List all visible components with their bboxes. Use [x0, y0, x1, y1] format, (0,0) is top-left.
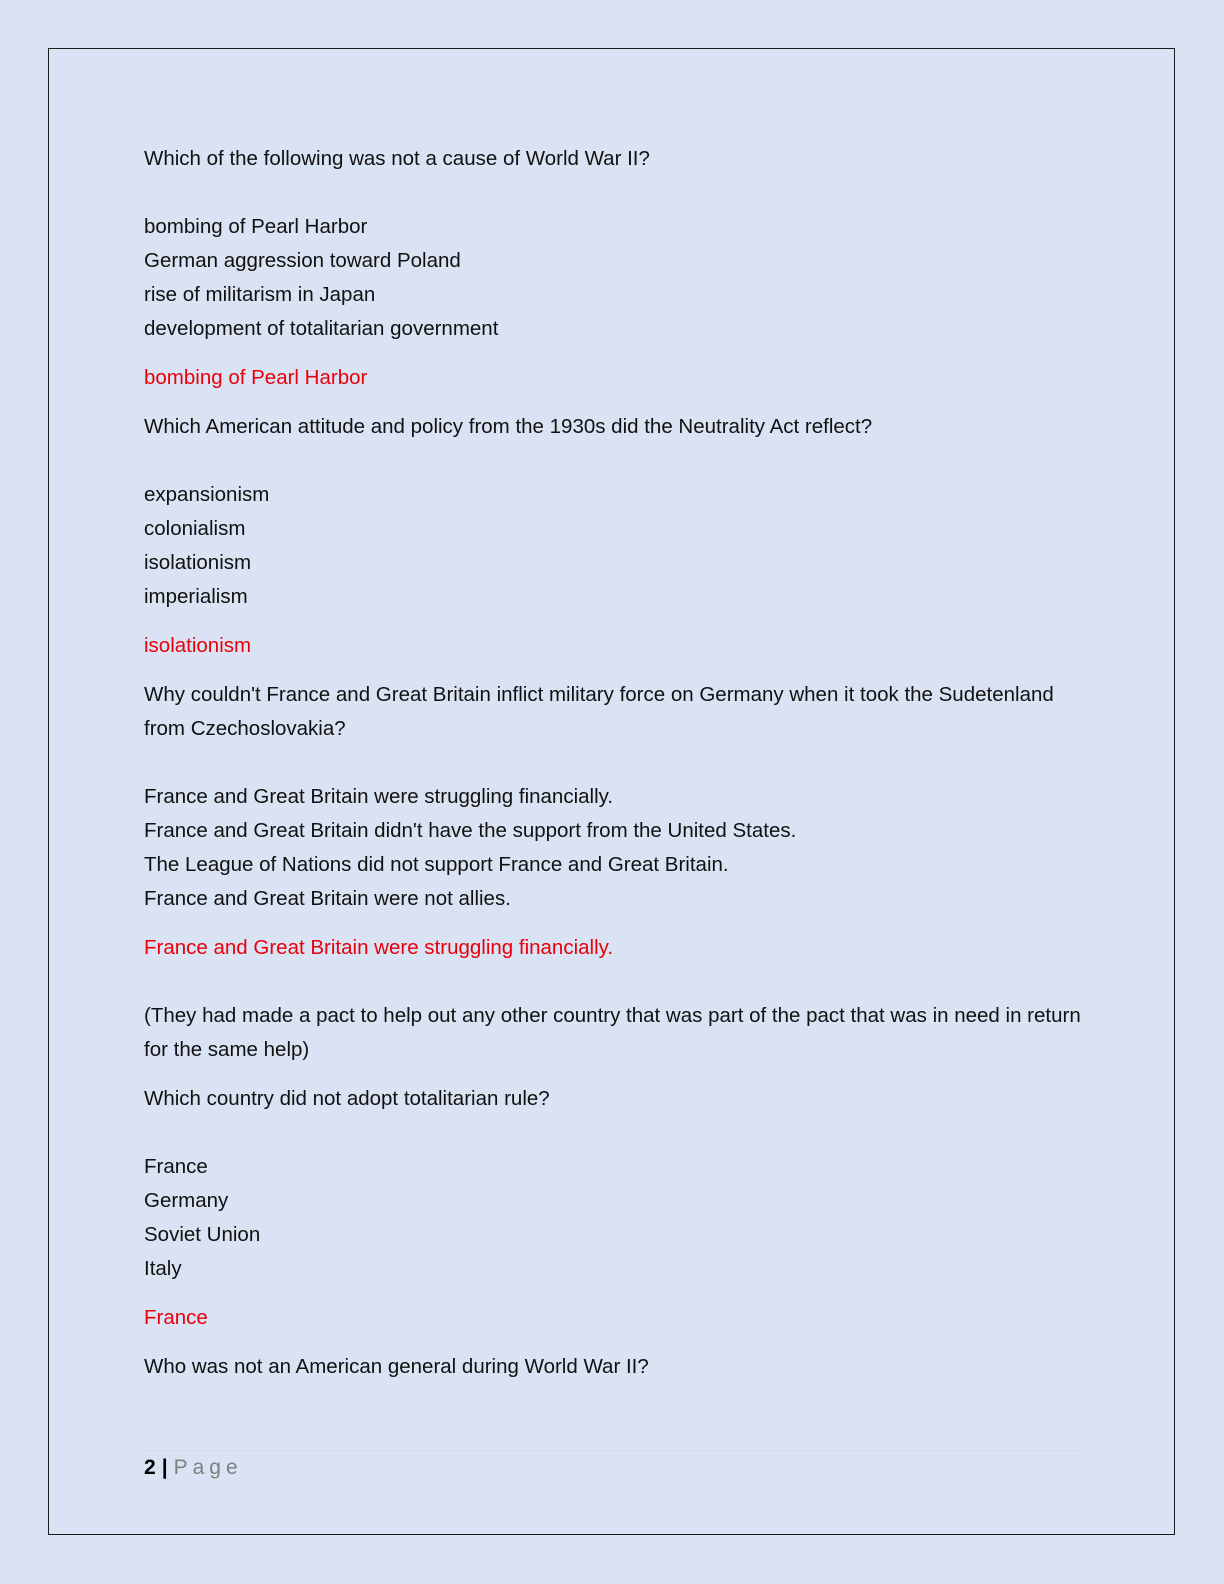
option-item: German aggression toward Poland	[144, 249, 461, 272]
options-list	[144, 1150, 1084, 1286]
question-text: Which American attitude and policy from the 1930s did the Neutrality Act reflect?	[144, 415, 873, 438]
question-block-1	[144, 142, 1084, 395]
option-item: The League of Nations did not support France and Great Britain.	[144, 853, 729, 876]
document-body	[144, 142, 1084, 1384]
option-item: France and Great Britain didn't have the support from the United States.	[144, 819, 797, 842]
option-item: France and Great Britain were struggling financially.	[144, 785, 614, 808]
options-list	[144, 210, 1084, 346]
answer-text: isolationism	[144, 634, 252, 657]
footer-separator: |	[161, 1456, 168, 1479]
question-text: Who was not an American general during World War II?	[144, 1355, 649, 1378]
option-item: Germany	[144, 1189, 229, 1212]
option-item: Soviet Union	[144, 1223, 261, 1246]
question-block-3	[144, 678, 1084, 1067]
answer-text: France	[144, 1306, 208, 1329]
question-block-4	[144, 1082, 1084, 1335]
options-list	[144, 478, 1084, 614]
option-item: France	[144, 1155, 208, 1178]
page-number: 2	[144, 1456, 156, 1479]
option-item: rise of militarism in Japan	[144, 283, 376, 306]
answer-text: bombing of Pearl Harbor	[144, 366, 368, 389]
question-text: Which country did not adopt totalitarian rule?	[144, 1087, 550, 1110]
option-item: colonialism	[144, 517, 246, 540]
footer-divider	[144, 1450, 1084, 1451]
answer-note: (They had made a pact to help out any other country that was part of the pact that was in need in return for the same help)	[144, 1004, 1081, 1061]
option-item: imperialism	[144, 585, 248, 608]
option-item: Italy	[144, 1257, 182, 1280]
page-label: Page	[173, 1456, 243, 1479]
option-item: development of totalitarian government	[144, 317, 499, 340]
question-text: Why couldn't France and Great Britain inflict military force on Germany when it took the Sudetenland from Czechoslovakia?	[144, 683, 1054, 740]
option-item: expansionism	[144, 483, 270, 506]
option-item: bombing of Pearl Harbor	[144, 215, 368, 238]
question-block-5	[144, 1350, 1084, 1384]
option-item: France and Great Britain were not allies.	[144, 887, 511, 910]
options-list	[144, 780, 1084, 916]
question-block-2	[144, 410, 1084, 663]
option-item: isolationism	[144, 551, 252, 574]
question-text: Which of the following was not a cause of World War II?	[144, 147, 650, 170]
page-footer	[144, 1453, 243, 1483]
answer-text: France and Great Britain were struggling financially.	[144, 936, 614, 959]
